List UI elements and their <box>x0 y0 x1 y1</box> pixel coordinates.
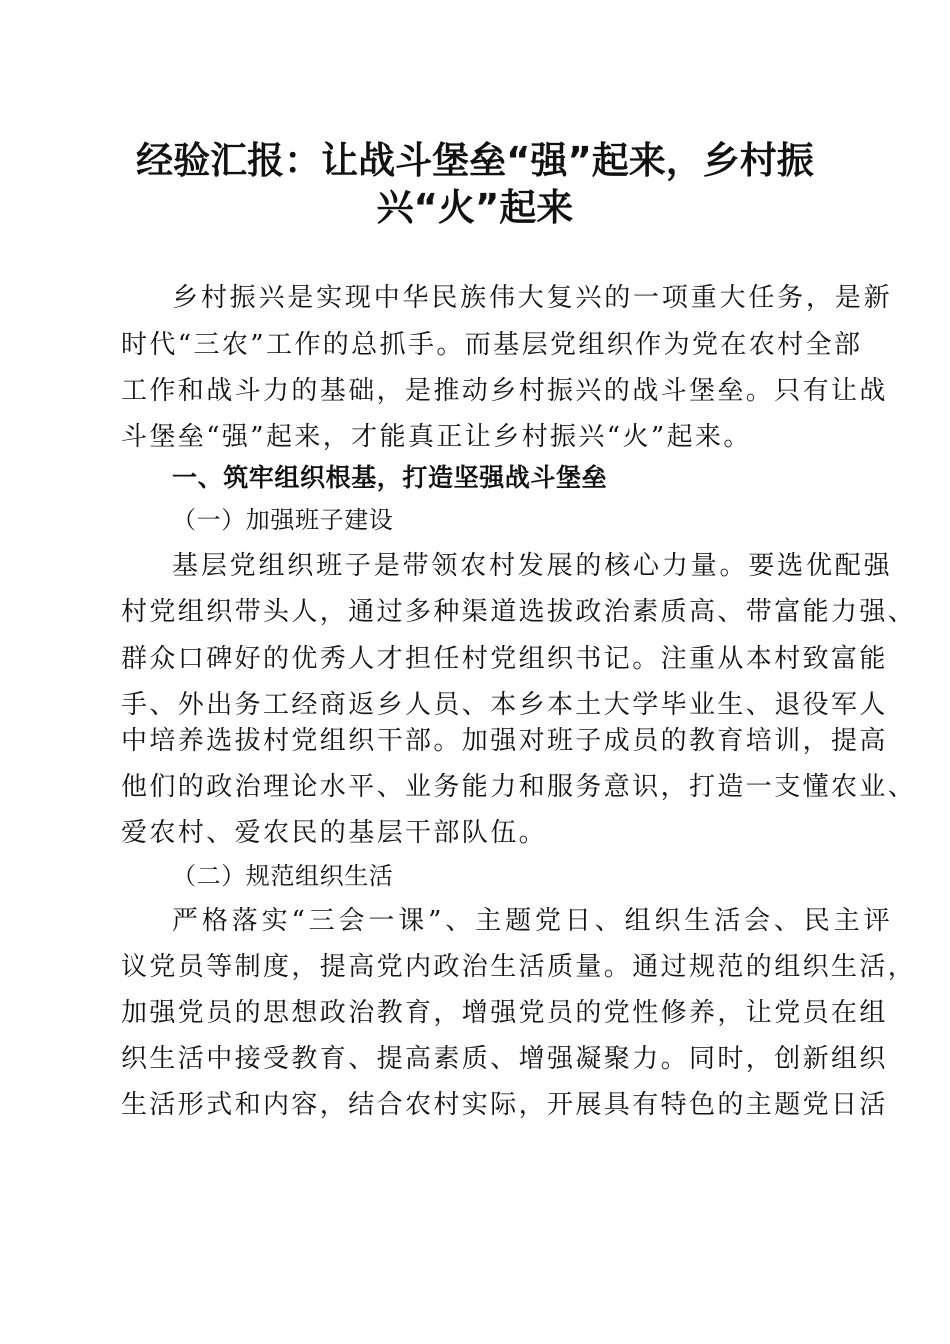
paragraph-line: 加强党员的思想政治教育，增强党员的党性修养，让党员在组 <box>121 998 888 1028</box>
paragraph-line: 生活形式和内容，结合农村实际，开展具有特色的主题党日活 <box>121 1090 888 1120</box>
paragraph-line: 织生活中接受教育、提高素质、增强凝聚力。同时，创新组织 <box>121 1044 888 1074</box>
paragraph-line: 爱农村、爱农民的基层干部队伍。 <box>121 818 548 848</box>
subsection-heading-2: （二）规范组织生活 <box>172 862 394 890</box>
document-title-line-1: 经验汇报：让战斗堡垒“强”起来，乡村振 <box>136 139 814 182</box>
paragraph-line: 手、外出务工经商返乡人员、本乡本土大学毕业生、退役军人 <box>121 690 888 720</box>
subsection-heading-1: （一）加强班子建设 <box>172 506 394 534</box>
intro-paragraph-line: 工作和战斗力的基础，是推动乡村振兴的战斗堡垒。只有让战 <box>121 376 888 406</box>
paragraph-line: 严格落实“三会一课”、主题党日、组织生活会、民主评 <box>172 906 892 936</box>
paragraph-line: 他们的政治理论水平、业务能力和服务意识，打造一支懂农业、 <box>121 772 917 802</box>
paragraph-line: 群众口碑好的优秀人才担任村党组织书记。注重从本村致富能 <box>121 644 888 674</box>
paragraph-line: 中培养选拔村党组织干部。加强对班子成员的教育培训，提高 <box>121 726 888 756</box>
intro-paragraph-line: 乡村振兴是实现中华民族伟大复兴的一项重大任务，是新 <box>172 283 892 313</box>
section-heading-1: 一、筑牢组织根基，打造坚强战斗堡垒 <box>172 463 608 492</box>
paragraph-line: 村党组织带头人，通过多种渠道选拔政治素质高、带富能力强、 <box>121 597 917 627</box>
paragraph-line: 基层党组织班子是带领农村发展的核心力量。要选优配强 <box>172 551 892 581</box>
paragraph-line: 议党员等制度，提高党内政治生活质量。通过规范的组织生活， <box>121 952 917 982</box>
document-title-line-2: 兴“火”起来 <box>376 186 574 229</box>
intro-paragraph-line: 时代“三农”工作的总抓手。而基层党组织作为党在农村全部 <box>121 330 863 360</box>
intro-paragraph-line: 斗堡垒“强”起来，才能真正让乡村振兴“火”起来。 <box>121 422 752 452</box>
